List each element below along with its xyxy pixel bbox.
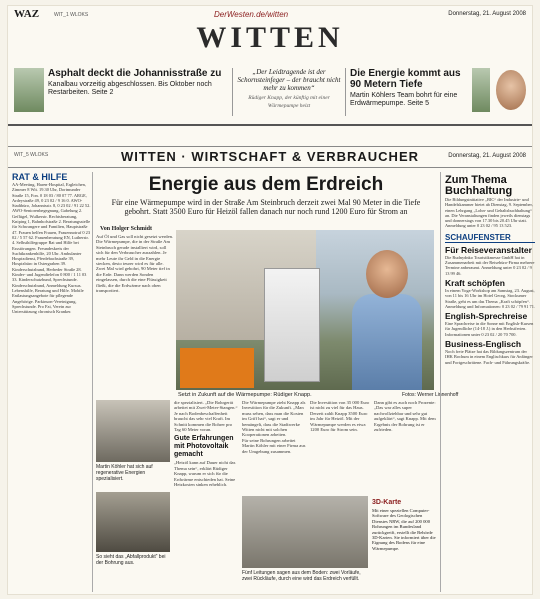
teaser-1-sub: Kanalbau vorzeitig abgeschlossen. Bis Oktober noch Restarbeiten. Seite 2 (48, 81, 212, 96)
quote-text: „Der Leidtragende ist der Schornsteinfeger – der braucht nicht mehr zu kommen“ (237, 68, 341, 92)
right-heading-buchhaltung: Zum Thema Buchhaltung (445, 174, 513, 197)
article-column-5: Dann gibt es auch noch Prozente: „Das war alles super nachvollziehbar und sehr gut aufgeklärt“, sagt Knapp. Mit dem Ergebnis der Bohrung ist er zufrieden. (374, 400, 436, 433)
schaufenster-heading: SCHAUFENSTER (445, 233, 535, 243)
article-headline: Energie aus dem Erdreich (148, 174, 384, 195)
photo-pipes-caption: Fünf Leitungen sagen aus dem Boden: zwei Vorläufe, zwei Rückläufe, durch eine wird das Erdreich verfüllt. (242, 570, 361, 582)
photo-person (352, 250, 422, 390)
article-byline: Von Holger Schmidt (100, 226, 153, 232)
article-column-1: Auf Öl und Gas soll nicht gesetzt werden. Die Wärmepumpe, die in der Straße Am Steinbruch gerade installiert wird, soll sich für den Verbraucher auszahlen. Je mehr Leute ihr Geld in die Energie stecken, desto teurer wird es für alle. Zwei Mal wird gebohrt, 90 Meter tief in die Erde. Dann werden Sonden eingelassen, durch die eine Flüssigkeit fließt, die die Erdwärme nach oben transportiert. (96, 234, 174, 294)
issue-date: Donnerstag, 21. August 2008 (448, 11, 526, 17)
teaser-1-head: Asphalt deckt die Johannisstraße zu (48, 68, 222, 79)
rat-listing: AA-Meeting, Haren-Hospital, Ergleichen, Zimmer 8 Wit. 19.30 Uhr, Dortmunder Straße 15, Fon. 0 18 03 / 80 07 77. ARGE, Ardeystraße 49, 0 23 02 / 9 16 0. AWO-Stadtbüro, Johannisstr. 8, 0 23 02 / 91 22 52. AWO-Seniorenbegegnung, Gabelung 2. Geflügel, Wulkerstr. Rechtsberatung, Kniping 1, Bahnhofstraße 2. Beratungsstelle für Schwangere und Familien, Hauptstraße 47. Frauen helfen Frauen, Frauennotruf 0 23 02 / 5 57 62. Frauenberatung EN, Lutherstr. 4. Selbsthilfegruppe Rat und Hilfe bei Essstörungen. Freundeskreis der Suchtkrankenhilfe, 20 Uhr. Ambulanter Hospizdienst, Pferdebachstraße 39, Hospizbüro in Ostergraben 39. Kinderschutzbund, Herbeder Straße 28. Kinder- und Jugendtelefon 0 800 / 1 11 03 33. Kinderschutzbund, Sprechstunde. Kinderschutzbund, Anmeldung Kursus. Lebenshilfe, Beratung und Hilfe. Mobile Entlastungsangebote für pflegende Angehörige. Parkinson-Vereinigung, Sprechstunde. Pro Fai, Verein zur Unterstützung chronisch Kranker. (12, 182, 91, 315)
photo-waste-caption: So sieht das „Abfallprodukt“ bei der Bohrung aus. (96, 554, 166, 566)
photo-worker-caption: Martin Köhler hat sich auf regenerative Energien spezialisiert. (96, 464, 153, 482)
section-header (8, 146, 532, 168)
karte-text: Mit einer speziellen Computer-Software des Geologischen Dienstes NRW, die auf 200 000 Bohrungen im Bundesland zurückgreift, erstellt die Behörde 3D-Karten. Sie informiert über die Eignung des Bodens für eine Wärmepumpe. (372, 508, 436, 551)
article-deck: Für eine Wärmepumpe wird in der Straße Am Steinbruch derzeit zwei Mal 90 Meter in die Tiefe gebohrt. Statt 3500 Euro für Heizöl fallen danach nur noch rund 1200 Euro für Strom an (111, 198, 421, 216)
article-column-4: Die Investition von 35 000 Euro ist nicht zu viel für das Haus. Derzeit zahlt Knapp 3500 Euro im Jahr für Heizöl. Mit der Wärmepumpe werden es etwa 1200 Euro für Strom sein. (310, 400, 370, 433)
paper-logo: WAZ (14, 8, 40, 20)
teaser-photo-street (14, 68, 44, 112)
article-column-2: die spezialisiert. „Die Bohrgerät arbeitet mit Zwei-Meter-Stangen.“ Je nach Bodenbeschaffenheit braucht das sehr viel Kraft. Im Schnitt kommen die Bohrer pro Tag 60 Meter voran. Gute Erfahrungen mit Photovoltaik gemacht „Heizöl kann auf Dauer nicht das Thema sein“, erklärt Rüdiger Knapp, warum er sich für die Erdwärme entschieden hat. Seine Heizkosten sinken erheblich. (174, 400, 238, 488)
photo-drill-waste (96, 492, 170, 552)
local-title: WITTEN (196, 21, 344, 54)
teaser-3[interactable] (350, 68, 470, 118)
section-date: Donnerstag, 21. August 2008 (448, 153, 526, 159)
teaser-photo-worker (472, 68, 490, 112)
teaser-3-sub: Martin Köhlers Team bohrt für eine Erdwärmepumpe. Seite 5 (350, 92, 458, 107)
rat-heading: RAT & HILFE (12, 172, 68, 182)
right-column: Zum Thema Buchhaltung Die Bildungsinitiative „BIC“ der Industrie- und Handelskammer bietet ab Dienstag, 9. September, einen Lehrgang „Lohn- und Gehaltsbuchhaltung“ an. Die Veranstaltungen finden jeweils dienstags und donnerstags von 17.30 bis 20.45 Uhr statt. Anmeldung unter 0 23 02 / 95 13 523. SCHAUFENSTER Für Reiseveranstalter Die Rudnydnko Touristikmesse GmbH hat in Zusammenarbeit mit der Reisebüro-Firma mehrere Termine anberaumt. Anmeldung unter 0 23 02 / 9 13 99 46. Kraft schöpfen In einem Yoga-Workshop am Samstag, 23. August, von 11 bis 16 Uhr im Hotel Georg, Stockumer Straße, geht es um das Thema „Kraft schöpfen“. Anmeldung und Informationen: 0 23 02 / 79 91 71. English-Sprechreise Eine Sprachreise in die Sonne mit English-Kursen für Jugendliche (14-18 J.) in den Herbstferien. Informationen unter 0 23 02 / 20 70 700. Business-Englisch Noch freie Plätze hat das Bildungszentrum der IHK Bochum in einem Englischkurs für Anfänger und Fortgeschrittene. Fach- und Führungskräfte. (440, 172, 535, 592)
photo-worker (96, 400, 170, 462)
quote-author: Rüdiger Knapp, der künftig mit einer Wärmepumpe heizt (248, 95, 330, 109)
photo-credit: Fotos: Werner Linnenhoff (402, 392, 459, 398)
karte-heading: 3D-Karte (372, 499, 402, 506)
photo-pipes (242, 496, 368, 568)
info-box-3d-karte (372, 496, 436, 588)
section-title: WITTEN · WIRTSCHAFT & VERBRAUCHER (120, 149, 420, 164)
masthead (8, 6, 532, 126)
article-column-3: Die Wärmepumpe zieht Knapp als Investition für die Zukunft. „Man muss sehen, dass man die Kosten im Griff hat“, sagt er und bemängelt, dass die Stadtwerke Witten nicht mit solchen Kooperationen arbeiten. Für seine Bohrungen arbeitet Martin Köhler mit einer Firma aus der Umgebung zusammen. (242, 400, 306, 454)
rat-und-hilfe-column (12, 172, 93, 592)
teaser-3-head: Die Energie kommt aus 90 Metern Tiefe (350, 68, 461, 90)
teaser-quote (232, 68, 346, 116)
newspaper-page (8, 6, 535, 594)
page-meta: WIT_1 WLOKS (54, 12, 89, 18)
teaser-portrait (496, 70, 526, 110)
main-photo-caption: Setzt in Zukunft auf die Wärmepumpe: Rüdiger Knapp. (178, 392, 312, 398)
article-subhead: Gute Erfahrungen mit Photovoltaik gemacht (174, 435, 234, 459)
section-meta: WIT_5 WLOKS (14, 152, 49, 158)
site-name: DerWesten.de/witten (214, 10, 289, 19)
photo-drill-rig (264, 268, 320, 382)
main-photo (176, 230, 434, 390)
teaser-1[interactable] (48, 68, 224, 118)
photo-machine (180, 348, 254, 388)
